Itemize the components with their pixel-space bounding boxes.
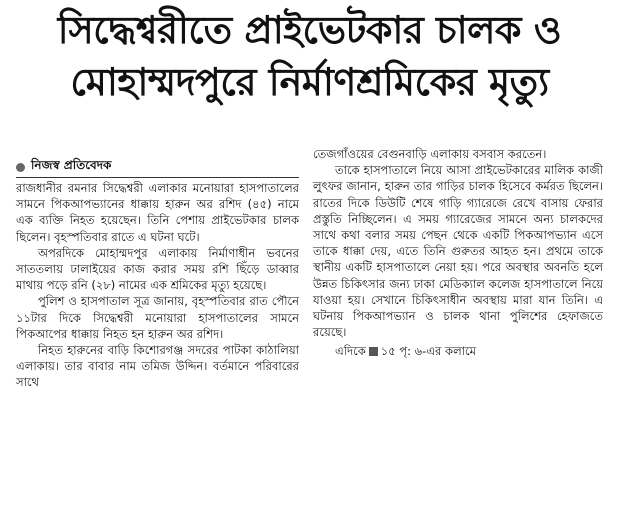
byline-text: নিজস্ব প্রতিবেদক — [31, 158, 112, 172]
byline — [16, 157, 111, 177]
paragraph: অপরদিকে মোহাম্মদপুর এলাকায় নির্মাণাধীন ভবনের সাততলায় ঢালাইয়ের কাজ করার সময় রশি ছিঁড়ে ডাব্বার মাথায় পড়ে রনি (২৮) নামের এক শ্রমিকের মৃত্যু হয়েছে। — [16, 245, 299, 293]
continuation-line — [313, 343, 603, 359]
continuation-reference: ১৫ পৃ: ৬-এর কলামে — [380, 344, 476, 359]
paragraph: তাকে হাসপাতালে নিয়ে আসা প্রাইভেটকারের মালিক কাজী লুৎফর জানান, হারুন তার গাড়ির চালক হিসেবে কর্মরত ছিলেন। রাতের দিকে ডিউটি শেষে গাড়ি গ্যারেজে রেখে বাসায় ফেরার প্রস্তুতি নিচ্ছিলেন। এ সময় গ্যারেজের সামনে অন্য চালকদের সাথে কথা বলার সময় পেছন থেকে একটি পিকআপভ্যান এসে তাকে ধাক্কা দেয়, এতে তিনি গুরুতর আহত হন। প্রথমে তাকে স্থানীয় একটি হাসপাতালে নেয়া হয়। পরে অবস্থার অবনতি হলে উন্নত চিকিৎসার জন্য ঢাকা মেডিক্যাল কলেজ হাসপাতালে নিয়ে যাওয়া হয়। সেখানে চিকিৎসাধীন অবস্থায় মারা যান তিনি। এ ঘটনায় পিকআপভ্যান ও চালক থানা পুলিশের হেফাজতে রয়েছে। — [313, 163, 603, 340]
continuation-prefix: এদিকে — [335, 344, 366, 359]
headline — [0, 4, 619, 108]
byline-divider — [16, 177, 299, 178]
paragraph: তেজগাঁওয়ের বেগুনবাড়ি এলাকায় বসবাস করতেন। — [313, 147, 547, 161]
square-bullet-icon — [369, 347, 378, 356]
article-column-right — [313, 146, 603, 360]
bullet-icon — [16, 163, 25, 172]
headline-line-2: মোহাম্মদপুরে নির্মাণশ্রমিকের মৃত্যু — [70, 60, 549, 104]
paragraph: পুলিশ ও হাসপাতাল সূত্র জানায়, বৃহস্পতিবার রাত পৌনে ১১টার দিকে সিদ্ধেশ্বরী মনোয়ারা হাসপাতালের সামনে পিকআপের ধাক্কায় নিহত হন হারুন অর রশিদ। — [16, 294, 299, 341]
paragraph: নিহত হারুনের বাড়ি কিশোরগঞ্জ সদরের পাটকা কাঠালিয়া এলাকায়। তার বাবার নাম তমিজ উদ্দিন। বর্তমানে পরিবারের সাথে — [16, 343, 299, 390]
paragraph: রাজধানীর রমনার সিদ্ধেশ্বরী এলাকার মনোয়ারা হাসপাতালের সামনে পিকআপভ্যানের ধাক্কায় হারুন অর রশিদ (৪৫) নামে এক ব্যক্তি নিহত হয়েছেন। তিনি পেশায় প্রাইভেটকার চালক ছিলেন। বৃহস্পতিবার রাতে এ ঘটনা ঘটে। — [16, 181, 299, 244]
headline-line-1: সিদ্ধেশ্বরীতে প্রাইভেটকার চালক ও — [57, 8, 562, 52]
article-column-left — [16, 180, 299, 391]
